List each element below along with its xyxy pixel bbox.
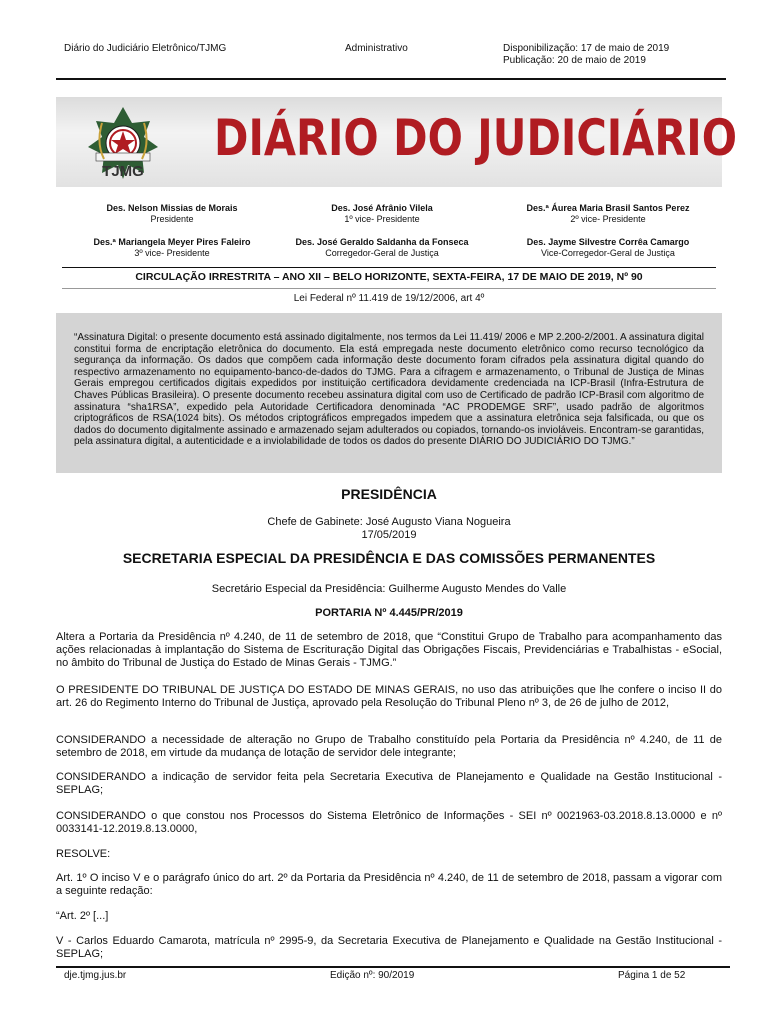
paragraph: V - Carlos Eduardo Camarota, matrícula nº 2995-9, da Secretaria Executiva de Planejamento e Qualidade na Gestão Institucional - SEPLAG; <box>56 935 722 960</box>
official-name: Des.ª Áurea Maria Brasil Santos Perez <box>526 203 690 213</box>
circulation-rule-bottom <box>62 288 716 289</box>
official-entry <box>56 237 288 259</box>
official-role: 3º vice- Presidente <box>134 248 210 258</box>
section-title: PRESIDÊNCIA <box>341 486 437 502</box>
official-role: Corregedor-Geral de Justiça <box>325 248 439 258</box>
digital-signature-notice <box>56 313 722 473</box>
secretariat-title: SECRETARIA ESPECIAL DA PRESIDÊNCIA E DAS COMISSÕES PERMANENTES <box>122 550 656 566</box>
official-entry <box>270 237 494 259</box>
official-role: 2º vice- Presidente <box>570 214 646 224</box>
circulation-rule-top <box>62 267 716 268</box>
header-journal-name: Diário do Judiciário Eletrônico/TJMG <box>64 43 227 54</box>
footer-edition: Edição nº: 90/2019 <box>330 970 415 981</box>
official-entry <box>270 203 494 225</box>
portaria-number: PORTARIA Nº 4.445/PR/2019 <box>315 607 463 619</box>
paragraph: CONSIDERANDO o que constou nos Processos do Sistema Eletrônico de Informações - SEI nº 0021963-03.2018.8.13.0000 e nº 0033141-12.2019.8.13.0000, <box>56 810 722 835</box>
header-rule <box>56 78 726 80</box>
circulation-line: CIRCULAÇÃO IRRESTRITA – ANO XII – BELO HORIZONTE, SEXTA-FEIRA, 17 DE MAIO DE 2019, Nº 90 <box>135 271 643 283</box>
section-date: 17/05/2019 <box>361 529 417 541</box>
official-role: Presidente <box>150 214 194 224</box>
official-name: Des. José Geraldo Saldanha da Fonseca <box>295 237 469 247</box>
lei-reference: Lei Federal nº 11.419 de 19/12/2006, art 4º <box>293 293 485 304</box>
footer-site: dje.tjmg.jus.br <box>64 970 127 981</box>
official-entry <box>494 203 722 225</box>
signature-notice-text: “Assinatura Digital: o presente documento está assinado digitalmente, nos termos da Lei 11.419/ 2006 e MP 2.200-2/2001. A assinatura digital constitui forma de encriptação eletrônica do documento. Ela está empregada neste documento eletrônico como recurso tecnológico da segurança da informação. Os dados que compõem cada informação deste documento foram cifrados pela assinatura digital quando do respectivo armazenamento no equipamento-banco-de-dados do TJMG. Para a cifragem e armazenamento, o Tribunal de Justiça de Minas Gerais empregou certificados digitais expedidos por instituição certificadora devidamente credenciada na ICP-Brasil (Infra-Estrutura de Chaves Públicas Brasileira). O presente documento recebeu assinatura digital com uso de Certificado de padrão ICP-Brasil com algoritmo de assinatura “sha1RSA”, expedido pela Autoridade Certificadora denominada “AC PRODEMGE SRF”, usado padrão de algoritmos criptográficos de RSA(1024 bits). Os métodos criptográficos empregados impedem que a assinatura eletrônica seja falsificada, ou que os dados do documento digitalmente assinado e armazenado sejam adulterados ou copiados, tornando-os invioláveis. Encontram-se garantidas, pela assinatura digital, a autenticidade e a inviolabilidade de todos os dados do presente DIÁRIO DO JUDICIÁRIO DO TJMG.” <box>74 332 704 448</box>
logo-text: TJMG <box>102 163 144 180</box>
official-name: Des. Nelson Missias de Morais <box>106 203 238 213</box>
special-secretary: Secretário Especial da Presidência: Guilherme Augusto Mendes do Valle <box>211 583 567 595</box>
official-name: Des.ª Mariangela Meyer Pires Faleiro <box>93 237 251 247</box>
paragraph: Altera a Portaria da Presidência nº 4.240, de 11 de setembro de 2018, que “Constitui Grupo de Trabalho para acompanhamento das ações relacionadas à implantação do Sistema de Escrituração Digital das Obrigações Fiscais, Previdenciárias e Trabalhistas - eSocial, no âmbito do Tribunal de Justiça do Estado de Minas Gerais - TJMG.” <box>56 631 722 669</box>
header-section: Administrativo <box>345 43 408 54</box>
chief-of-staff: Chefe de Gabinete: José Augusto Viana Nogueira <box>267 516 511 528</box>
paragraph: CONSIDERANDO a necessidade de alteração no Grupo de Trabalho constituído pela Portaria da Presidência nº 4.240, de 11 de setembro de 2018, em virtude da mudança de lotação de servidor dele integrante; <box>56 734 722 759</box>
paragraph: CONSIDERANDO a indicação de servidor feita pela Secretaria Executiva de Planejamento e Qualidade na Gestão Institucional - SEPLAG; <box>56 771 722 796</box>
masthead-title: DIÁRIO DO JUDICIÁRIO <box>214 109 738 167</box>
official-role: Vice-Corregedor-Geral de Justiça <box>541 248 675 258</box>
official-role: 1º vice- Presidente <box>344 214 420 224</box>
paragraph: “Art. 2º [...] <box>56 910 109 922</box>
header-availability-date: Disponibilização: 17 de maio de 2019 <box>503 43 670 54</box>
paragraph: O PRESIDENTE DO TRIBUNAL DE JUSTIÇA DO ESTADO DE MINAS GERAIS, no uso das atribuições que lhe confere o inciso II do art. 26 do Regimento Interno do Tribunal de Justiça, aprovado pela Resolução do Tribunal Pleno nº 3, de 26 de julho de 2012, <box>56 684 722 709</box>
footer-rule <box>56 966 730 968</box>
paragraph: Art. 1º O inciso V e o parágrafo único do art. 2º da Portaria da Presidência nº 4.240, de 11 de setembro de 2018, passam a vigorar com a seguinte redação: <box>56 872 722 897</box>
official-name: Des. José Afrânio Vilela <box>331 203 433 213</box>
paragraph: RESOLVE: <box>56 848 111 860</box>
header-publication-date: Publicação: 20 de maio de 2019 <box>503 55 646 66</box>
official-entry <box>56 203 288 225</box>
masthead-banner <box>56 97 738 187</box>
official-entry <box>494 237 722 259</box>
footer-page: Página 1 de 52 <box>618 970 686 981</box>
official-name: Des. Jayme Silvestre Corrêa Camargo <box>526 237 690 247</box>
